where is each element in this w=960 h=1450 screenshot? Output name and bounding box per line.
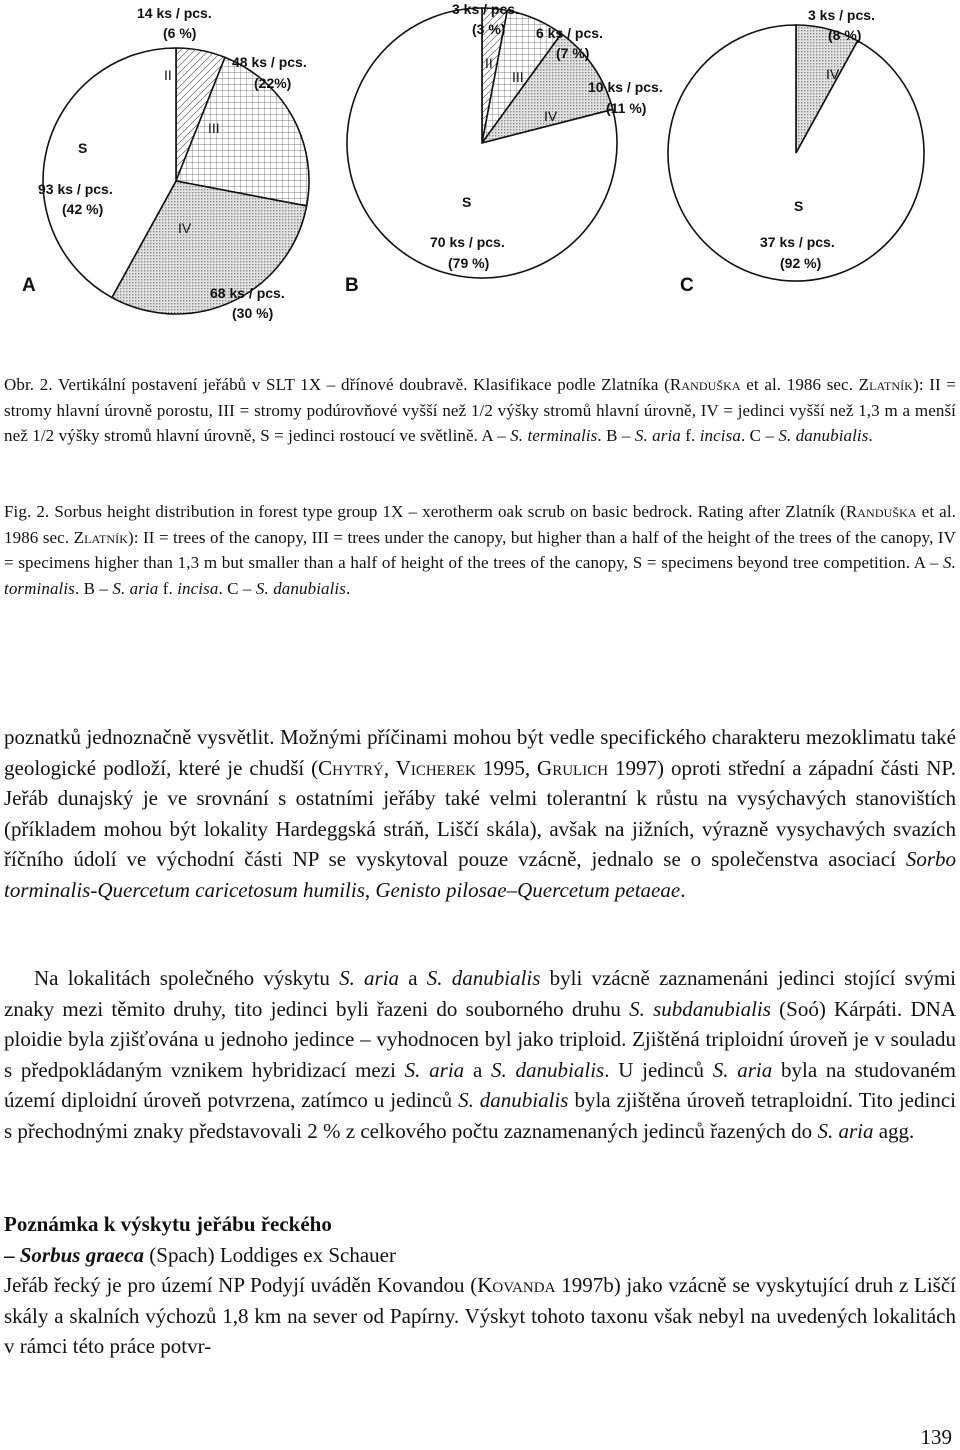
pie-chart-figure: [0, 0, 960, 345]
pie-b-ii-count: 3 ks / pcs.: [452, 1, 519, 17]
pie-a-s-percent: (42 %): [62, 201, 104, 217]
paragraph-text: Jeřáb řecký je pro území NP Podyjí uváděn Kovandou (: [4, 1273, 478, 1298]
paragraph-text: a: [464, 1057, 492, 1082]
caption-author: Randuška: [669, 375, 741, 394]
paragraph-text: -: [90, 877, 98, 902]
pie-b-iii-label: III: [512, 69, 524, 85]
caption-text: Obr. 2. Vertikální postavení jeřábů v SLT 1X – dřínové doubravě. Klasifikace podle Zlatníka (: [4, 375, 670, 394]
pie-a-iii-count: 48 ks / pcs.: [232, 54, 307, 70]
pie-b-ii-percent: (3 %): [472, 21, 506, 37]
paragraph-text: .: [680, 877, 686, 902]
caption-author: Zlatník: [73, 527, 129, 547]
caption-text: f.: [680, 426, 700, 446]
caption-species: S. aria: [112, 578, 159, 598]
pie-b-iii-percent: (7 %): [556, 45, 590, 61]
pie-b-ii-label: II: [485, 55, 493, 71]
paragraph-text: byla zjištěna úroveň tetraploidní. Tito jedinci s přechodnými znaky představovali 2 % z celkového počtu zaznamenaných jedinců řazených do: [4, 1088, 956, 1143]
pie-c-iv-label: IV: [826, 66, 840, 82]
note-dash: –: [4, 1242, 20, 1267]
species-name: S. danubialis: [458, 1088, 569, 1113]
caption-text: ): II = trees of the canopy, III = trees under the canopy, but higher than a half of the height of the trees of the canopy, IV = specimens higher than 1,3 m but smaller than a half of height of the trees of the canopy, S = specimens beyond tree competition. A –: [4, 527, 956, 573]
caption-author: Randuška: [845, 502, 917, 521]
pie-c-iv-percent: (8 %): [828, 27, 862, 43]
association-name: Genisto pilosae–Quercetum petaeae: [375, 877, 681, 902]
paragraph-text: agg.: [873, 1118, 915, 1143]
page-number: 139: [920, 1425, 952, 1449]
caption-text: Fig. 2. Sorbus height distribution in forest type group 1X – xerotherm oak scrub on basic bedrock. Rating after Zlatník (: [4, 502, 846, 521]
pie-c-s-label: S: [794, 198, 804, 214]
body-paragraph-1: [4, 722, 956, 906]
pie-a-iii-percent: (22%): [254, 75, 292, 91]
paragraph-text: poznatků jednoznačně vysvětlit. Možnými příčinami mohou být vedle specifického charakteru mezoklimatu také geologické podloží, které je chudší (: [4, 725, 956, 780]
note-heading: Poznámka k výskytu jeřábu řeckého: [4, 1212, 332, 1236]
caption-species: S. danubialis: [255, 578, 346, 598]
caption-text: . B –: [597, 426, 635, 446]
caption-author: Zlatník: [858, 375, 914, 394]
pie-b-iv-count: 10 ks / pcs.: [588, 79, 663, 95]
species-name: S. aria: [712, 1057, 773, 1082]
pie-a-ii-percent: (6 %): [163, 25, 197, 41]
species-name: S. aria: [817, 1118, 874, 1143]
paragraph-text: a: [399, 966, 427, 990]
caption-species: S. torminalis: [4, 553, 956, 598]
caption-text: . C –: [740, 426, 779, 446]
pie-b-s-count: 70 ks / pcs.: [430, 234, 505, 250]
paragraph-text: ,: [364, 877, 376, 902]
paragraph-text: 1995,: [475, 755, 538, 780]
pie-a-ii-count: 14 ks / pcs.: [137, 5, 212, 21]
figure-caption-czech: [4, 372, 956, 449]
pie-c-s-count: 37 ks / pcs.: [760, 234, 835, 250]
pie-a-ii-label: II: [164, 67, 172, 83]
pie-a-s-label: S: [78, 140, 88, 156]
caption-text: . C –: [218, 578, 256, 598]
citation-author: Grulich: [537, 755, 609, 780]
species-name: S. aria: [339, 966, 400, 990]
caption-species: S. aria: [634, 426, 681, 446]
pie-a-iv-label: IV: [178, 220, 192, 236]
caption-text: f.: [158, 578, 178, 598]
pie-a-s-count: 93 ks / pcs.: [38, 181, 113, 197]
figure-caption-english: [4, 499, 956, 601]
pie-b-iv-percent: (11 %): [606, 100, 647, 116]
pie-c-s-percent: (92 %): [780, 255, 822, 271]
caption-species: S. terminalis: [510, 426, 598, 446]
body-paragraph-2: [4, 963, 956, 1147]
paragraph-text: byli vzácně zaznamenáni jedinci stojící svými znaky mezi těmito druhy, tito jedinci byli řazeni do souborného druhu: [4, 966, 956, 1021]
paragraph-text: byla na studovaném území diploidní úroveň potvrzena, zatímco u jedinců: [4, 1057, 956, 1113]
association-name: Sorbo torminalis: [4, 847, 956, 902]
caption-species: S. danubialis: [778, 426, 869, 446]
citation-author: Chytrý, Vicherek: [318, 755, 476, 780]
note-authority: (Spach) Loddiges ex Schauer: [144, 1242, 396, 1267]
citation-author: Kovanda: [477, 1273, 556, 1298]
pie-b-iv-label: IV: [544, 108, 558, 124]
caption-species: incisa: [699, 426, 741, 446]
caption-text: . B –: [74, 578, 113, 598]
panel-label-a: A: [22, 275, 36, 296]
caption-species: incisa: [177, 578, 219, 598]
pie-a-iii-label: III: [208, 120, 220, 136]
species-name: S. aria: [404, 1057, 465, 1082]
pie-b-iii-count: 6 ks / pcs.: [536, 25, 603, 41]
species-name: S. danubialis: [491, 1057, 605, 1082]
caption-text: et al. 1986 sec.: [4, 502, 956, 547]
panel-label-b: B: [345, 275, 359, 296]
panel-label-c: C: [680, 275, 694, 296]
paragraph-text: . U jedinců: [604, 1057, 713, 1082]
note-species: Sorbus graeca: [19, 1242, 145, 1267]
species-name: S. subdanubialis: [629, 996, 771, 1021]
caption-text: .: [345, 578, 351, 598]
paragraph-text: (Soó) Kárpáti. DNA ploidie byla zjišťována u jednoho jedince – vyhodnocen byl jako triploid. Zjištěná triploidní úroveň je v souladu s předpokládaným vznikem hybridizací mezi: [4, 996, 956, 1082]
pie-b-s-percent: (79 %): [448, 255, 490, 271]
paragraph-text: 1997) oproti střední a západní části NP. Jeřáb dunajský je ve srovnání s ostatními jeřáby také velmi tolerantní k růstu na vysýchavých stanovištích (příkladem mohou být lokality Hardeggská stráň, Liščí skála), avšak na jižních, výrazně vysychavých svazích říčního údolí ve východní části NP se vyskytoval pouze vzácně, jednalo se o společenstva asociací: [4, 755, 956, 872]
caption-text: .: [868, 426, 873, 446]
caption-text: et al. 1986 sec.: [740, 375, 859, 394]
paragraph-text: Na lokalitách společného výskytu: [34, 966, 340, 990]
note-section: [4, 1209, 956, 1362]
pie-a-iv-percent: (30 %): [232, 305, 274, 321]
caption-text: ): II = stromy hlavní úrovně porostu, III = stromy podúrovňové vyšší než 1/2 výšky stromů hlavní úrovně, IV = jedinci vyšší než 1,3 m a menší než 1/2 výšky stromů hlavní úrovně, S = jedinci rostoucí ve světlině. A –: [4, 375, 957, 446]
pie-a-iv-count: 68 ks / pcs.: [210, 285, 285, 301]
paragraph-text: 1997b) jako vzácně se vyskytující druh z Liščí skály a skalních výchozů 1,8 km na sever od Papírny. Výskyt tohoto taxonu však nebyl na uvedených lokalitách v rámci této práce potvr-: [4, 1273, 957, 1359]
pie-b-s-label: S: [462, 194, 472, 210]
pie-c-iv-count: 3 ks / pcs.: [808, 7, 875, 23]
species-name: S. danubialis: [426, 966, 541, 990]
association-name: Quercetum caricetosum humilis: [97, 877, 365, 902]
